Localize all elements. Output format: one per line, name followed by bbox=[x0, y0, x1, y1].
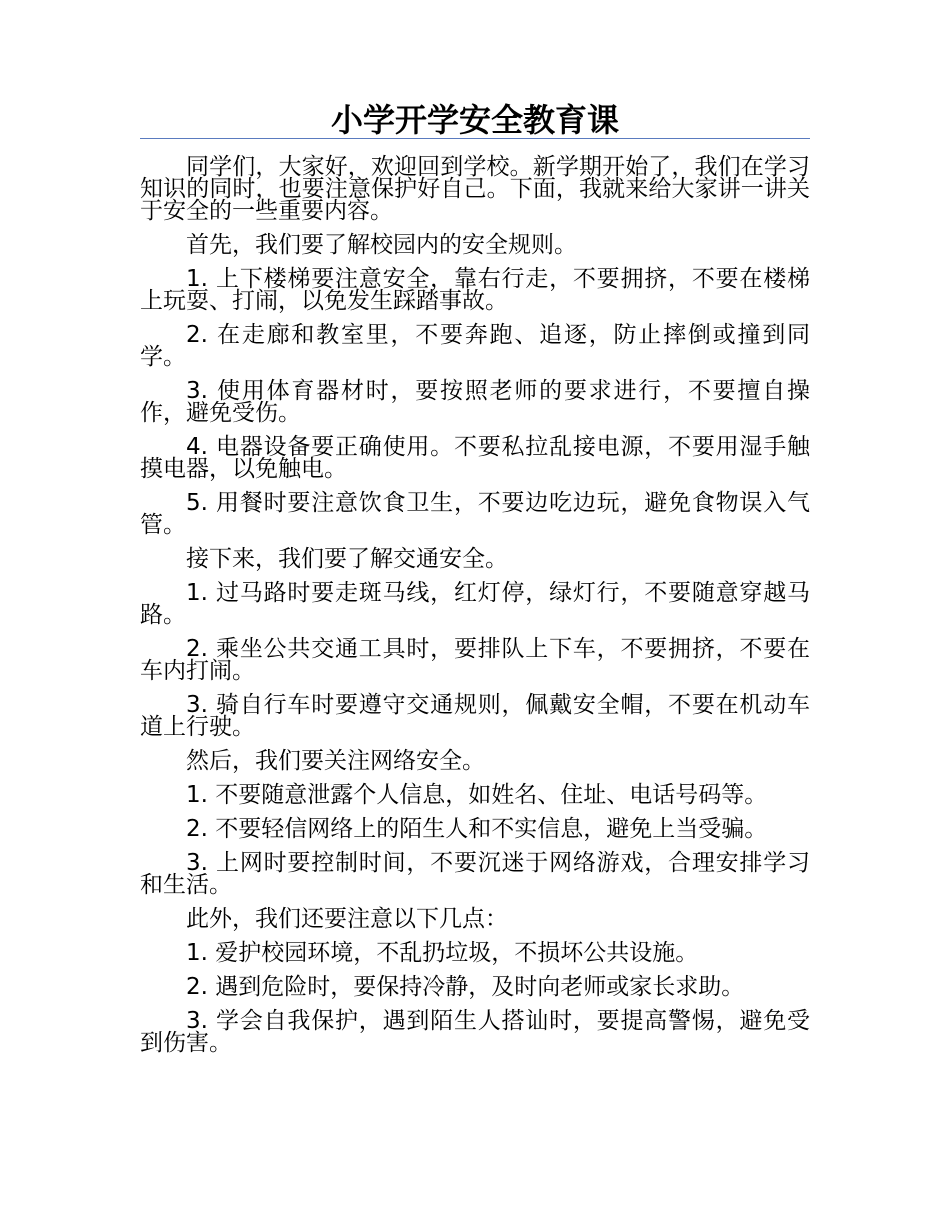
paragraph: 3. 骑自行车时要遵守交通规则，佩戴安全帽，不要在机动车道上行驶。 bbox=[140, 692, 810, 740]
paragraph: 然后，我们要关注网络安全。 bbox=[186, 748, 485, 774]
paragraph: 1. 上下楼梯要注意安全，靠右行走，不要拥挤，不要在楼梯上玩耍、打闹，以免发生踩踏事故。 bbox=[140, 266, 810, 314]
paragraph: 首先，我们要了解校园内的安全规则。 bbox=[186, 232, 577, 258]
paragraph: 3. 使用体育器材时，要按照老师的要求进行，不要擅自操作，避免受伤。 bbox=[140, 378, 810, 426]
paragraph: 2. 乘坐公共交通工具时，要排队上下车，不要拥挤，不要在车内打闹。 bbox=[140, 636, 810, 684]
paragraph: 1. 过马路时要走斑马线，红灯停，绿灯行，不要随意穿越马路。 bbox=[140, 580, 810, 628]
paragraph: 1. 不要随意泄露个人信息，如姓名、住址、电话号码等。 bbox=[186, 782, 768, 808]
paragraph: 2. 在走廊和教室里，不要奔跑、追逐，防止摔倒或撞到同学。 bbox=[140, 322, 810, 370]
paragraph: 2. 遇到危险时，要保持冷静，及时向老师或家长求助。 bbox=[186, 974, 745, 1000]
document-title: 小学开学安全教育课 bbox=[330, 101, 619, 139]
document-body bbox=[140, 156, 810, 1066]
title-underline bbox=[140, 138, 810, 139]
paragraph: 3. 上网时要控制时间，不要沉迷于网络游戏，合理安排学习和生活。 bbox=[140, 850, 810, 898]
paragraph: 同学们，大家好，欢迎回到学校。新学期开始了，我们在学习知识的同时，也要注意保护好自己。下面，我就来给大家讲一讲关于安全的一些重要内容。 bbox=[140, 154, 810, 224]
paragraph: 3. 学会自我保护，遇到陌生人搭讪时，要提高警惕，避免受到伤害。 bbox=[140, 1008, 810, 1056]
paragraph: 接下来，我们要了解交通安全。 bbox=[186, 546, 508, 572]
paragraph: 4. 电器设备要正确使用。不要私拉乱接电源，不要用湿手触摸电器，以免触电。 bbox=[140, 434, 810, 482]
paragraph: 此外，我们还要注意以下几点： bbox=[186, 906, 508, 932]
paragraph: 1. 爱护校园环境，不乱扔垃圾，不损坏公共设施。 bbox=[186, 940, 699, 966]
paragraph: 2. 不要轻信网络上的陌生人和不实信息，避免上当受骗。 bbox=[186, 816, 768, 842]
paragraph: 5. 用餐时要注意饮食卫生，不要边吃边玩，避免食物误入气管。 bbox=[140, 490, 810, 538]
